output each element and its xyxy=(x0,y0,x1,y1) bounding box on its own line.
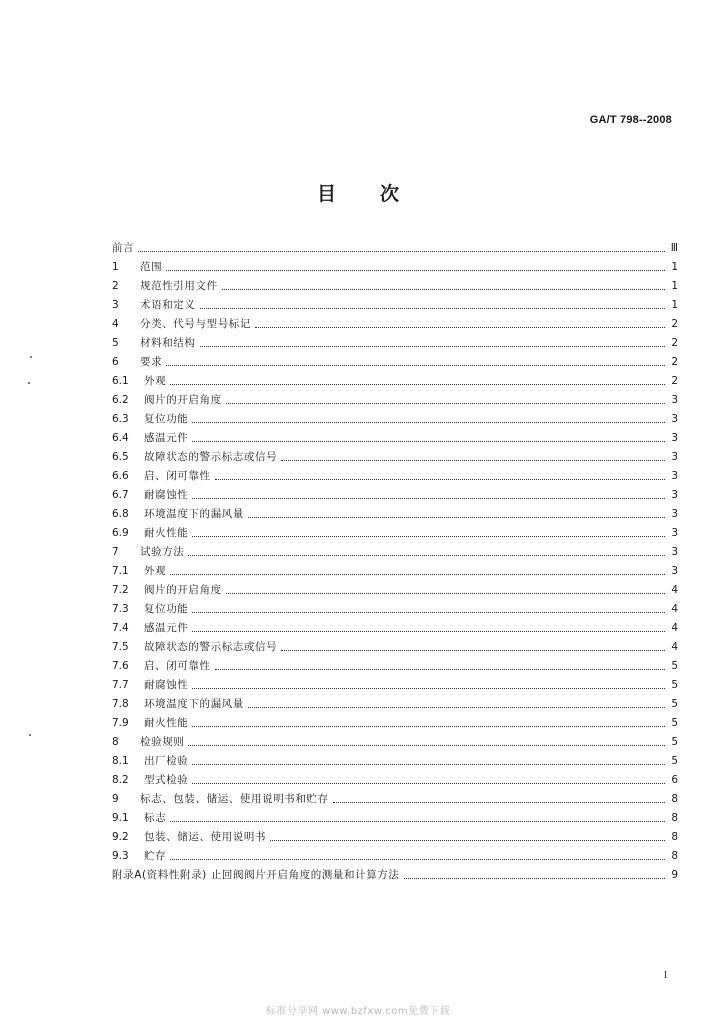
toc-entry-label: 型式检验 xyxy=(144,774,189,786)
toc-entry-label: 检验规则 xyxy=(140,736,185,748)
toc-dot-leader xyxy=(192,725,665,727)
toc-entry xyxy=(112,350,678,369)
toc-entry xyxy=(112,597,678,616)
toc-entry-page: 3 xyxy=(671,508,678,520)
standard-code: GA/T 798--2008 xyxy=(589,114,672,126)
page-title: 目次 xyxy=(316,183,443,205)
toc-dot-leader xyxy=(166,269,665,271)
toc-entry-number: 7.6 xyxy=(112,660,129,672)
scan-speck xyxy=(28,382,30,384)
toc-dot-leader xyxy=(170,573,665,575)
toc-entry-page: 5 xyxy=(671,679,678,691)
toc-entry-number: 9.1 xyxy=(112,812,129,824)
toc-entry-label: 耐腐蚀性 xyxy=(144,679,189,691)
toc-entry-number: 7.2 xyxy=(112,584,129,596)
toc-dot-leader xyxy=(248,516,665,518)
watermark: 标准分享网 www.bzfxw.com免费下载 xyxy=(265,1006,451,1017)
toc-dot-leader xyxy=(255,326,665,328)
toc-entry-page: 5 xyxy=(671,698,678,710)
toc-entry-number: 6.6 xyxy=(112,470,129,482)
toc-entry-page: 6 xyxy=(671,774,678,786)
toc-entry-number: 7.8 xyxy=(112,698,129,710)
toc-entry-label: 外观 xyxy=(144,565,167,577)
toc-entry xyxy=(112,654,678,673)
toc-dot-leader xyxy=(226,402,665,404)
toc-entry xyxy=(112,749,678,768)
toc-entry-number: 1 xyxy=(112,261,119,273)
toc-entry xyxy=(112,635,678,654)
toc-entry xyxy=(112,369,678,388)
toc-entry-page: 5 xyxy=(671,736,678,748)
toc-entry-label: 复位功能 xyxy=(144,603,189,615)
toc-entry xyxy=(112,274,678,293)
toc-entry-number: 7.9 xyxy=(112,717,129,729)
toc-entry xyxy=(112,521,678,540)
toc-entry-label: 附录A(资料性附录) 止回阀阀片开启角度的测量和计算方法 xyxy=(112,869,400,881)
toc-dot-leader xyxy=(248,706,665,708)
toc-dot-leader xyxy=(170,820,665,822)
toc-entry-label: 环境温度下的漏风量 xyxy=(144,698,244,710)
toc-dot-leader xyxy=(138,250,665,252)
toc-entry xyxy=(112,312,678,331)
toc-dot-leader xyxy=(170,858,665,860)
toc-entry-page: 2 xyxy=(671,318,678,330)
toc-entry-page: 3 xyxy=(671,546,678,558)
toc-entry-number: 7.3 xyxy=(112,603,129,615)
toc-dot-leader xyxy=(188,744,665,746)
toc-entry-page: 8 xyxy=(671,850,678,862)
toc-dot-leader xyxy=(192,440,665,442)
toc-dot-leader xyxy=(170,383,665,385)
toc-dot-leader xyxy=(270,839,665,841)
toc-entry-number: 8.2 xyxy=(112,774,129,786)
toc-dot-leader xyxy=(192,611,665,613)
toc-entry-label: 出厂检验 xyxy=(144,755,189,767)
scan-speck xyxy=(29,734,31,736)
toc-entry-page: 3 xyxy=(671,432,678,444)
page-number: 1 xyxy=(663,970,668,981)
toc-entry xyxy=(112,483,678,502)
toc-dot-leader xyxy=(222,288,665,290)
toc-dot-leader xyxy=(200,307,666,309)
toc-entry xyxy=(112,445,678,464)
toc-entry-number: 6.8 xyxy=(112,508,129,520)
toc-entry-number: 5 xyxy=(112,337,119,349)
toc-entry-label: 规范性引用文件 xyxy=(140,280,218,292)
toc-entry xyxy=(112,692,678,711)
toc-entry-number: 6.2 xyxy=(112,394,129,406)
toc-entry xyxy=(112,540,678,559)
toc-entry-number: 6.5 xyxy=(112,451,129,463)
toc-entry-number: 6.9 xyxy=(112,527,129,539)
toc-entry-page: 3 xyxy=(671,470,678,482)
scan-speck xyxy=(30,356,32,358)
toc-entry-label: 启、闭可靠性 xyxy=(144,660,211,672)
toc-entry-page: 5 xyxy=(671,717,678,729)
toc-entry-page: 3 xyxy=(671,413,678,425)
toc-entry-number: 3 xyxy=(112,299,119,311)
toc-entry-page: 8 xyxy=(671,793,678,805)
toc-entry xyxy=(112,236,678,255)
toc-dot-leader xyxy=(281,649,665,651)
toc-entry-label: 材料和结构 xyxy=(140,337,196,349)
toc-entry xyxy=(112,559,678,578)
toc-entry-label: 感温元件 xyxy=(144,622,189,634)
toc-entry-number: 6 xyxy=(112,356,119,368)
table-of-contents xyxy=(112,236,678,882)
toc-entry-label: 标志 xyxy=(144,812,167,824)
toc-entry-page: 5 xyxy=(671,755,678,767)
toc-entry-page: 9 xyxy=(671,869,678,881)
toc-entry-number: 6.4 xyxy=(112,432,129,444)
toc-entry-label: 耐腐蚀性 xyxy=(144,489,189,501)
toc-entry-page: 5 xyxy=(671,660,678,672)
toc-entry-label: 试验方法 xyxy=(140,546,185,558)
toc-entry-label: 启、闭可靠性 xyxy=(144,470,211,482)
toc-entry-label: 分类、代号与型号标记 xyxy=(140,318,251,330)
toc-entry xyxy=(112,502,678,521)
toc-entry-label: 标志、包装、储运、使用说明书和贮存 xyxy=(140,793,329,805)
toc-dot-leader xyxy=(192,630,665,632)
toc-dot-leader xyxy=(192,421,665,423)
toc-entry xyxy=(112,863,678,882)
toc-entry-label: 故障状态的警示标志或信号 xyxy=(144,641,278,653)
toc-dot-leader xyxy=(281,459,665,461)
toc-dot-leader xyxy=(333,801,665,803)
toc-entry-page: 4 xyxy=(671,622,678,634)
toc-entry-label: 阀片的开启角度 xyxy=(144,584,222,596)
toc-dot-leader xyxy=(166,364,665,366)
toc-entry-label: 环境温度下的漏风量 xyxy=(144,508,244,520)
toc-entry-label: 术语和定义 xyxy=(140,299,196,311)
toc-entry xyxy=(112,578,678,597)
toc-entry-page: 4 xyxy=(671,603,678,615)
toc-entry xyxy=(112,464,678,483)
toc-entry-page: 4 xyxy=(671,584,678,596)
toc-entry-label: 耐火性能 xyxy=(144,527,189,539)
toc-entry xyxy=(112,388,678,407)
toc-entry-page: 2 xyxy=(671,337,678,349)
toc-entry-page: 8 xyxy=(671,812,678,824)
toc-entry-page: 3 xyxy=(671,451,678,463)
toc-entry-label: 阀片的开启角度 xyxy=(144,394,222,406)
toc-entry-number: 7.1 xyxy=(112,565,129,577)
toc-entry-number: 8.1 xyxy=(112,755,129,767)
toc-entry xyxy=(112,806,678,825)
toc-dot-leader xyxy=(200,345,666,347)
toc-entry-page: Ⅲ xyxy=(670,242,678,254)
toc-entry-label: 要求 xyxy=(140,356,163,368)
toc-entry xyxy=(112,255,678,274)
toc-entry-label: 故障状态的警示标志或信号 xyxy=(144,451,278,463)
toc-entry-number: 4 xyxy=(112,318,119,330)
toc-entry xyxy=(112,293,678,312)
toc-entry xyxy=(112,825,678,844)
toc-entry-page: 2 xyxy=(671,375,678,387)
toc-entry-page: 3 xyxy=(671,394,678,406)
toc-dot-leader xyxy=(192,782,665,784)
toc-dot-leader xyxy=(192,763,665,765)
toc-entry-number: 9 xyxy=(112,793,119,805)
toc-entry-number: 7 xyxy=(112,546,119,558)
toc-entry-number: 9.3 xyxy=(112,850,129,862)
toc-dot-leader xyxy=(192,535,665,537)
toc-entry-label: 贮存 xyxy=(144,850,167,862)
toc-entry xyxy=(112,730,678,749)
toc-entry-page: 1 xyxy=(671,261,678,273)
toc-dot-leader xyxy=(404,877,665,879)
toc-entry-page: 3 xyxy=(671,565,678,577)
toc-entry xyxy=(112,844,678,863)
toc-entry-label: 范围 xyxy=(140,261,163,273)
toc-dot-leader xyxy=(215,668,665,670)
toc-entry xyxy=(112,331,678,350)
toc-entry-number: 8 xyxy=(112,736,119,748)
toc-entry xyxy=(112,768,678,787)
toc-entry-number: 6.7 xyxy=(112,489,129,501)
toc-entry-page: 1 xyxy=(671,280,678,292)
toc-entry xyxy=(112,711,678,730)
toc-dot-leader xyxy=(192,687,665,689)
toc-entry-label: 包装、储运、使用说明书 xyxy=(144,831,267,843)
toc-entry-page: 8 xyxy=(671,831,678,843)
toc-entry-number: 6.1 xyxy=(112,375,129,387)
toc-entry-label: 感温元件 xyxy=(144,432,189,444)
toc-entry xyxy=(112,787,678,806)
toc-entry-number: 7.7 xyxy=(112,679,129,691)
toc-entry-page: 2 xyxy=(671,356,678,368)
toc-entry-label: 前言 xyxy=(112,242,135,254)
toc-entry-page: 4 xyxy=(671,641,678,653)
toc-entry-number: 7.5 xyxy=(112,641,129,653)
toc-dot-leader xyxy=(215,478,665,480)
toc-entry xyxy=(112,407,678,426)
toc-entry-label: 外观 xyxy=(144,375,167,387)
toc-entry xyxy=(112,616,678,635)
toc-entry-label: 复位功能 xyxy=(144,413,189,425)
toc-entry-label: 耐火性能 xyxy=(144,717,189,729)
toc-entry-number: 6.3 xyxy=(112,413,129,425)
toc-entry-number: 9.2 xyxy=(112,831,129,843)
toc-dot-leader xyxy=(188,554,665,556)
toc-dot-leader xyxy=(226,592,665,594)
toc-entry-number: 7.4 xyxy=(112,622,129,634)
toc-entry xyxy=(112,426,678,445)
toc-entry-page: 1 xyxy=(671,299,678,311)
toc-entry-number: 2 xyxy=(112,280,119,292)
toc-entry-page: 3 xyxy=(671,527,678,539)
toc-dot-leader xyxy=(192,497,665,499)
toc-entry-page: 3 xyxy=(671,489,678,501)
toc-entry xyxy=(112,673,678,692)
